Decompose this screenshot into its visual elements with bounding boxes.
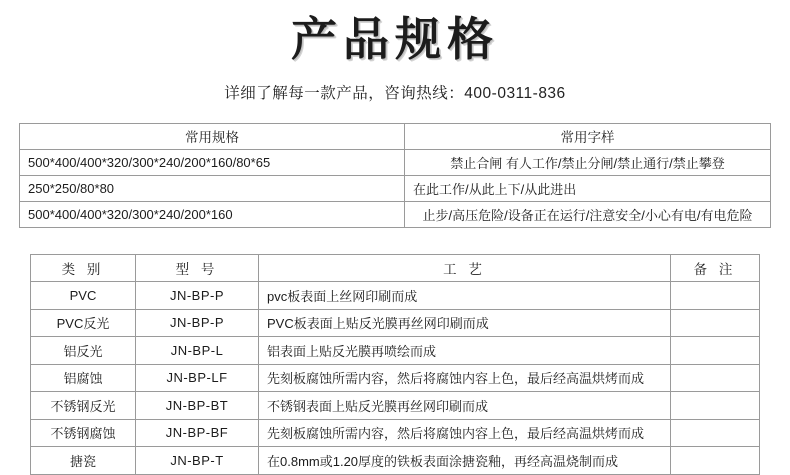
material-cell-category: PVC <box>31 282 136 310</box>
material-cell-category: 铝腐蚀 <box>31 364 136 392</box>
material-cell-model: JN-BP-P <box>136 309 259 337</box>
table-row <box>20 175 771 201</box>
spec-cell-text: 禁止合闸 有人工作/禁止分闸/禁止通行/禁止攀登 <box>405 149 771 175</box>
material-cell-note <box>671 364 760 392</box>
material-cell-process: pvc板表面上丝网印刷而成 <box>259 282 671 310</box>
material-header-note: 备 注 <box>671 254 760 282</box>
page-subtitle: 详细了解每一款产品，咨询热线：400-0311-836 <box>224 84 566 102</box>
material-cell-model: JN-BP-P <box>136 282 259 310</box>
table-header-row <box>31 254 760 282</box>
material-cell-model: JN-BP-BF <box>136 419 259 447</box>
material-table <box>30 254 760 475</box>
table-header-row <box>20 123 771 149</box>
material-cell-process: PVC板表面上贴反光膜再丝网印刷而成 <box>259 309 671 337</box>
table-row <box>31 309 760 337</box>
spec-cell-size: 250*250/80*80 <box>20 175 405 201</box>
table-row <box>31 419 760 447</box>
material-cell-model: JN-BP-LF <box>136 364 259 392</box>
table-row <box>31 392 760 420</box>
table-row <box>31 337 760 365</box>
spec-cell-size: 500*400/400*320/300*240/200*160 <box>20 201 405 227</box>
material-cell-note <box>671 337 760 365</box>
spec-cell-text: 止步/高压危险/设备正在运行/注意安全/小心有电/有电危险 <box>405 201 771 227</box>
table-row <box>31 364 760 392</box>
title-section <box>0 0 790 103</box>
spec-table <box>19 123 771 228</box>
table-row <box>31 282 760 310</box>
material-cell-note <box>671 419 760 447</box>
material-cell-model: JN-BP-T <box>136 447 259 475</box>
material-cell-note <box>671 282 760 310</box>
table-row <box>20 201 771 227</box>
material-cell-category: 不锈钢腐蚀 <box>31 419 136 447</box>
material-cell-note <box>671 309 760 337</box>
material-cell-process: 先刻板腐蚀所需内容，然后将腐蚀内容上色，最后经高温烘烤而成 <box>259 364 671 392</box>
spec-cell-size: 500*400/400*320/300*240/200*160/80*65 <box>20 149 405 175</box>
material-cell-category: 不锈钢反光 <box>31 392 136 420</box>
material-cell-process: 不锈钢表面上贴反光膜再丝网印刷而成 <box>259 392 671 420</box>
material-cell-category: 搪瓷 <box>31 447 136 475</box>
material-cell-model: JN-BP-BT <box>136 392 259 420</box>
material-header-process: 工 艺 <box>259 254 671 282</box>
spec-table-header-spec: 常用规格 <box>20 123 405 149</box>
material-cell-model: JN-BP-L <box>136 337 259 365</box>
spec-cell-text: 在此工作/从此上下/从此进出 <box>405 175 771 201</box>
page-title: 产品规格 <box>291 12 499 66</box>
material-header-model: 型 号 <box>136 254 259 282</box>
material-cell-process: 先刻板腐蚀所需内容，然后将腐蚀内容上色，最后经高温烘烤而成 <box>259 419 671 447</box>
material-cell-process: 铝表面上贴反光膜再喷绘而成 <box>259 337 671 365</box>
table-row <box>20 149 771 175</box>
material-cell-note <box>671 392 760 420</box>
material-cell-category: 铝反光 <box>31 337 136 365</box>
material-cell-process: 在0.8mm或1.20厚度的铁板表面涂搪瓷釉，再经高温烧制而成 <box>259 447 671 475</box>
material-cell-category: PVC反光 <box>31 309 136 337</box>
material-header-category: 类 别 <box>31 254 136 282</box>
spec-table-header-text: 常用字样 <box>405 123 771 149</box>
